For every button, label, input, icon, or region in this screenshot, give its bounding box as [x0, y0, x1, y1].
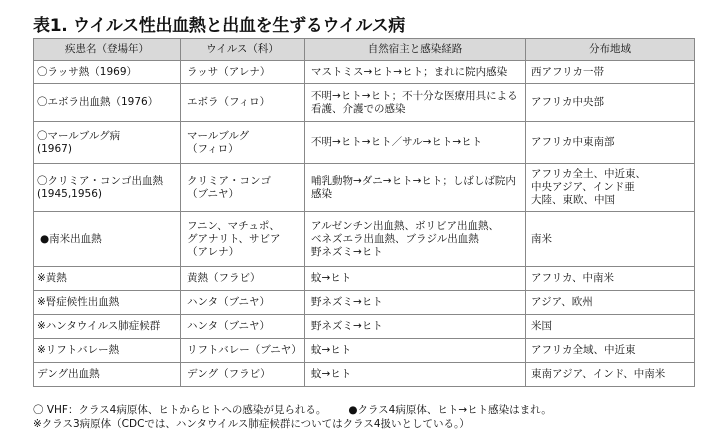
- cell-route: 不明→ヒト→ヒト；不十分な医療用具による看護、介護での感染: [305, 84, 526, 122]
- table-row: [34, 339, 695, 363]
- cell-region: アフリカ中央部: [526, 84, 695, 122]
- cell-route: 野ネズミ→ヒト: [305, 291, 526, 315]
- cell-region: アフリカ、中南米: [526, 267, 695, 291]
- cell-disease: 〇クリミア・コンゴ出血熱 (1945,1956): [34, 164, 181, 212]
- header-route: 自然宿主と感染経路: [305, 39, 526, 61]
- table-row: [34, 291, 695, 315]
- table-row: [34, 84, 695, 122]
- cell-virus: クリミア・コンゴ （ブニヤ）: [181, 164, 305, 212]
- table-header-row: [34, 39, 695, 61]
- table-row: [34, 363, 695, 387]
- table-row: [34, 212, 695, 267]
- virus-disease-table: [33, 38, 695, 387]
- header-disease: 疾患名（登場年）: [34, 39, 181, 61]
- table-row: [34, 122, 695, 164]
- cell-region: アフリカ中東南部: [526, 122, 695, 164]
- cell-disease: ●南米出血熱: [34, 212, 181, 267]
- cell-route: アルゼンチン出血熱、ボリビア出血熱、 ベネズエラ出血熱、ブラジル出血熱 野ネズミ→ヒト: [305, 212, 526, 267]
- header-region: 分布地域: [526, 39, 695, 61]
- cell-virus: エボラ（フィロ）: [181, 84, 305, 122]
- cell-disease: 〇マールブルグ病 (1967): [34, 122, 181, 164]
- footnote-line-1: [33, 402, 552, 417]
- cell-region: アフリカ全土、中近東、 中央アジア、インド亜 大陸、東欧、中国: [526, 164, 695, 212]
- table-row: [34, 315, 695, 339]
- cell-disease: 〇エボラ出血熱（1976）: [34, 84, 181, 122]
- cell-route: 野ネズミ→ヒト: [305, 315, 526, 339]
- cell-route: 蚊→ヒト: [305, 363, 526, 387]
- footnote-vhf: 〇 VHF：クラス4病原体、ヒトからヒトへの感染が見られる。: [33, 404, 327, 416]
- cell-virus: フニン、マチュポ、 グアナリト、サビア （アレナ）: [181, 212, 305, 267]
- cell-virus: ラッサ（アレナ）: [181, 61, 305, 84]
- table-row: [34, 61, 695, 84]
- cell-route: 蚊→ヒト: [305, 267, 526, 291]
- cell-route: 蚊→ヒト: [305, 339, 526, 363]
- cell-region: 米国: [526, 315, 695, 339]
- cell-route: 哺乳動物→ダニ→ヒト→ヒト；しばしば院内感染: [305, 164, 526, 212]
- table-row: [34, 164, 695, 212]
- cell-disease: ※腎症候性出血熱: [34, 291, 181, 315]
- footnote-class4: ●クラス4病原体、ヒト→ヒト感染はまれ。: [348, 404, 552, 416]
- cell-virus: リフトバレー（ブニヤ）: [181, 339, 305, 363]
- table-row: [34, 267, 695, 291]
- cell-region: 東南アジア、インド、中南米: [526, 363, 695, 387]
- cell-virus: ハンタ（ブニヤ）: [181, 315, 305, 339]
- cell-virus: マールブルグ （フィロ）: [181, 122, 305, 164]
- cell-region: アジア、欧州: [526, 291, 695, 315]
- cell-disease: ※リフトバレー熱: [34, 339, 181, 363]
- cell-disease: ※黄熱: [34, 267, 181, 291]
- cell-virus: ハンタ（ブニヤ）: [181, 291, 305, 315]
- cell-route: マストミス→ヒト→ヒト；まれに院内感染: [305, 61, 526, 84]
- table-title: 表1. ウイルス性出血熱と出血を生ずるウイルス病: [33, 16, 405, 36]
- cell-region: アフリカ全域、中近東: [526, 339, 695, 363]
- cell-virus: 黄熱（フラビ）: [181, 267, 305, 291]
- cell-region: 西アフリカ一帯: [526, 61, 695, 84]
- header-virus: ウイルス（科）: [181, 39, 305, 61]
- cell-disease: デング出血熱: [34, 363, 181, 387]
- cell-virus: デング（フラビ）: [181, 363, 305, 387]
- cell-disease: ※ハンタウイルス肺症候群: [34, 315, 181, 339]
- cell-route: 不明→ヒト→ヒト／サル→ヒト→ヒト: [305, 122, 526, 164]
- cell-region: 南米: [526, 212, 695, 267]
- cell-disease: 〇ラッサ熱（1969）: [34, 61, 181, 84]
- footnote-line-2: ※クラス3病原体（CDCでは、ハンタウイルス肺症候群についてはクラス4扱いとしている。）: [33, 418, 470, 430]
